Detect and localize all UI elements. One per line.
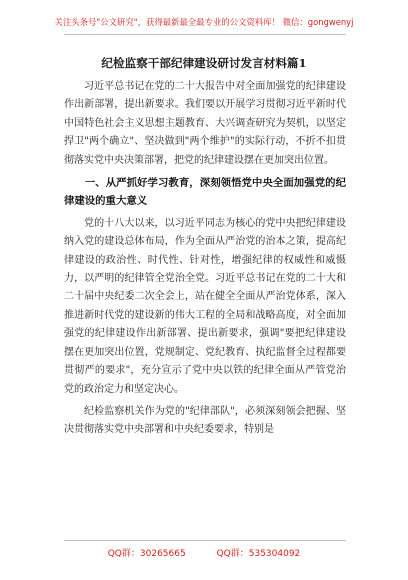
footer-qq-group-2: QQ群：535304092 (216, 549, 301, 559)
footer-divider (64, 540, 346, 541)
paragraph-continued: 纪检监察机关作为党的"纪律部队"，必须深刻领会把握、坚决贯彻落实党中央部署和中央纪委要求，特别是 (64, 405, 346, 436)
footer-qq-group-1: QQ群：30265665 (107, 549, 186, 559)
document-title: 纪检监察干部纪律建设研讨发言材料篇1 (101, 56, 307, 70)
paragraph-section-1: 党的十八大以来，以习近平同志为核心的党中央把纪律建设纳入党的建设总体布局，作为全面从严治党的治本之策，提高纪律建设的政治性、时代性、针对性，增强纪律的权威性和威慑力，以严明的纪律管全党治全党。习近平总书记在党的二十大和二十届中央纪委二次全会上，站在健全全面从严治党体系，深入推进新时代党的建设新的伟大工程的全局和战略高度，对全面加强党的纪律建设作出新部署、提出新要求，强调"要把纪律建设摆在更加突出位置，党规制定、党纪教育、执纪监督全过程都要贯彻严的要求"，充分宣示了党中央以铁的纪律全面从严管党治党的政治定力和坚定决心。 (64, 217, 346, 395)
document-body (64, 78, 346, 444)
section-heading-1: 一、从严抓好学习教育，深刻领悟党中央全面加强党的纪律建设的重大意义 (64, 177, 346, 208)
paragraph-intro: 习近平总书记在党的二十大报告中对全面加强党的纪律建设作出新部署，提出新要求。我们要以开展学习贯彻习近平新时代中国特色社会主义思想主题教育、大兴调查研究为契机，以坚定捍卫"两个确立"、坚决做到"两个维护"的实际行动，不折不扣贯彻落实党中央决策部署，把党的纪律建设摆在更加突出位置。 (64, 81, 346, 166)
header-divider (64, 34, 346, 35)
header-note: 关注头条号"公文研究"，获得最新最全最专业的公文资料库！ 微信：gongwenyj (54, 17, 354, 27)
footer (0, 546, 408, 559)
